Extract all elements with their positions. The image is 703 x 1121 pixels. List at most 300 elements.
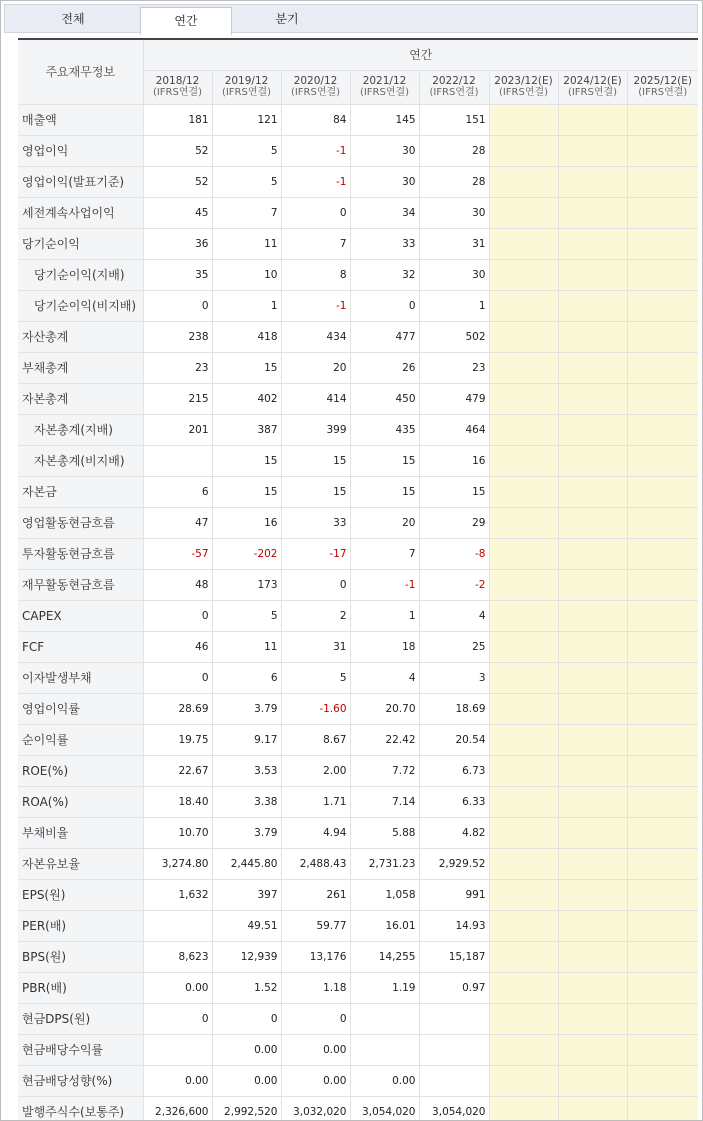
row-label[interactable]: PER(배) <box>18 910 143 941</box>
table-cell: 0.00 <box>212 1034 281 1065</box>
table-cell <box>627 538 698 569</box>
table-cell: 151 <box>419 104 489 135</box>
column-period: 2018/12 <box>155 75 200 87</box>
table-cell: 7 <box>212 197 281 228</box>
table-cell <box>627 352 698 383</box>
table-cell <box>558 135 627 166</box>
table-cell: 14.93 <box>419 910 489 941</box>
table-cell <box>489 569 558 600</box>
table-row <box>18 569 698 600</box>
table-cell: 30 <box>419 259 489 290</box>
table-cell: 0 <box>281 197 350 228</box>
table-cell: 30 <box>350 166 419 197</box>
table-cell: 30 <box>350 135 419 166</box>
row-label[interactable]: 영업활동현금흐름 <box>18 507 143 538</box>
table-cell: 450 <box>350 383 419 414</box>
table-cell: 18.69 <box>419 693 489 724</box>
table-cell: 3 <box>419 662 489 693</box>
row-header-title: 주요재무정보 <box>18 39 143 104</box>
table-cell <box>489 817 558 848</box>
table-cell: 20.70 <box>350 693 419 724</box>
table-cell: 145 <box>350 104 419 135</box>
column-period: 2025/12(E) <box>633 75 692 87</box>
table-cell <box>627 569 698 600</box>
column-header <box>419 70 489 104</box>
table-cell <box>489 414 558 445</box>
row-label[interactable]: 자본총계(비지배) <box>18 445 143 476</box>
table-row <box>18 724 698 755</box>
table-cell: 35 <box>143 259 212 290</box>
table-row <box>18 1065 698 1096</box>
table-cell: 29 <box>419 507 489 538</box>
table-cell <box>558 1003 627 1034</box>
table-row <box>18 848 698 879</box>
column-header <box>212 70 281 104</box>
table-cell: 173 <box>212 569 281 600</box>
tab-annual[interactable]: 연간 <box>140 7 232 35</box>
table-cell: 9.17 <box>212 724 281 755</box>
table-cell <box>489 1003 558 1034</box>
table-cell <box>489 538 558 569</box>
table-cell: 121 <box>212 104 281 135</box>
table-cell <box>489 786 558 817</box>
table-cell <box>627 1065 698 1096</box>
table-cell: -57 <box>143 538 212 569</box>
table-row <box>18 507 698 538</box>
table-cell: 7 <box>350 538 419 569</box>
table-cell <box>143 1034 212 1065</box>
table-cell <box>350 1003 419 1034</box>
table-cell <box>558 476 627 507</box>
table-row <box>18 1034 698 1065</box>
table-cell: 1.71 <box>281 786 350 817</box>
table-cell: 8.67 <box>281 724 350 755</box>
table-cell: 238 <box>143 321 212 352</box>
table-cell <box>627 383 698 414</box>
table-cell: 1,632 <box>143 879 212 910</box>
table-cell <box>489 1065 558 1096</box>
table-cell: 3.79 <box>212 693 281 724</box>
row-label[interactable]: 투자활동현금흐름 <box>18 538 143 569</box>
table-cell: 479 <box>419 383 489 414</box>
table-cell: 34 <box>350 197 419 228</box>
financial-table <box>18 38 698 1121</box>
table-cell: 2,445.80 <box>212 848 281 879</box>
table-cell: 215 <box>143 383 212 414</box>
table-row <box>18 1096 698 1121</box>
table-row <box>18 538 698 569</box>
table-cell <box>558 290 627 321</box>
table-row <box>18 445 698 476</box>
table-cell: 46 <box>143 631 212 662</box>
table-cell: 19.75 <box>143 724 212 755</box>
table-cell <box>558 910 627 941</box>
table-row <box>18 290 698 321</box>
column-header <box>627 70 698 104</box>
table-cell <box>558 321 627 352</box>
table-cell: 0 <box>143 1003 212 1034</box>
table-cell: 2,326,600 <box>143 1096 212 1121</box>
table-cell: 36 <box>143 228 212 259</box>
table-cell: 201 <box>143 414 212 445</box>
table-cell: 52 <box>143 166 212 197</box>
table-cell: 15 <box>419 476 489 507</box>
table-cell <box>558 259 627 290</box>
table-cell <box>627 600 698 631</box>
row-label[interactable]: 부채총계 <box>18 352 143 383</box>
table-cell <box>627 507 698 538</box>
table-row <box>18 817 698 848</box>
table-cell: 0.00 <box>143 972 212 1003</box>
table-cell: 1.52 <box>212 972 281 1003</box>
table-row <box>18 414 698 445</box>
table-row <box>18 972 698 1003</box>
table-cell <box>558 352 627 383</box>
table-row <box>18 631 698 662</box>
table-cell: 11 <box>212 228 281 259</box>
table-cell <box>627 972 698 1003</box>
table-cell: -1 <box>281 290 350 321</box>
table-cell <box>489 755 558 786</box>
table-cell <box>350 1034 419 1065</box>
table-cell: -17 <box>281 538 350 569</box>
table-cell <box>558 879 627 910</box>
column-basis: (IFRS연결) <box>221 87 272 98</box>
table-row <box>18 693 698 724</box>
row-label[interactable]: 자산총계 <box>18 321 143 352</box>
table-cell <box>558 383 627 414</box>
table-cell <box>627 1003 698 1034</box>
table-cell: 414 <box>281 383 350 414</box>
table-cell: -202 <box>212 538 281 569</box>
row-label[interactable]: 자본금 <box>18 476 143 507</box>
table-cell: 502 <box>419 321 489 352</box>
row-label[interactable]: 영업이익 <box>18 135 143 166</box>
table-cell: 10.70 <box>143 817 212 848</box>
table-cell: 7 <box>281 228 350 259</box>
row-label[interactable]: 현금DPS(원) <box>18 1003 143 1034</box>
column-basis: (IFRS연결) <box>567 87 618 98</box>
table-cell: -1 <box>350 569 419 600</box>
table-cell: 0 <box>143 600 212 631</box>
table-cell: 1.18 <box>281 972 350 1003</box>
table-cell <box>489 724 558 755</box>
table-cell: -1 <box>281 135 350 166</box>
table-cell: 4 <box>350 662 419 693</box>
table-cell: 5.88 <box>350 817 419 848</box>
row-label[interactable]: 영업이익(발표기준) <box>18 166 143 197</box>
table-cell: 28 <box>419 166 489 197</box>
table-cell: 464 <box>419 414 489 445</box>
table-cell <box>627 228 698 259</box>
row-label[interactable]: 재무활동현금흐름 <box>18 569 143 600</box>
table-cell: 5 <box>212 135 281 166</box>
column-header <box>350 70 419 104</box>
table-cell: 18.40 <box>143 786 212 817</box>
table-cell: 0 <box>350 290 419 321</box>
table-cell: 16.01 <box>350 910 419 941</box>
table-cell: 6.33 <box>419 786 489 817</box>
table-cell: 33 <box>350 228 419 259</box>
table-cell: 0.00 <box>281 1034 350 1065</box>
table-cell: 15 <box>212 352 281 383</box>
table-row <box>18 476 698 507</box>
table-row <box>18 104 698 135</box>
table-cell: 3,274.80 <box>143 848 212 879</box>
tab-quarterly[interactable]: 분기 <box>275 12 299 26</box>
table-cell: 435 <box>350 414 419 445</box>
row-label[interactable]: 세전계속사업이익 <box>18 197 143 228</box>
table-cell: 32 <box>350 259 419 290</box>
table-cell: -1 <box>281 166 350 197</box>
table-cell: 52 <box>143 135 212 166</box>
table-cell: 84 <box>281 104 350 135</box>
table-cell <box>558 538 627 569</box>
table-cell <box>489 879 558 910</box>
table-row <box>18 1003 698 1034</box>
table-cell <box>489 321 558 352</box>
table-cell: 12,939 <box>212 941 281 972</box>
table-cell <box>627 662 698 693</box>
column-basis: (IFRS연결) <box>290 87 341 98</box>
table-cell: 7.14 <box>350 786 419 817</box>
table-cell <box>489 507 558 538</box>
table-cell: 4.94 <box>281 817 350 848</box>
row-label[interactable]: 현금배당수익률 <box>18 1034 143 1065</box>
column-header <box>558 70 627 104</box>
table-cell: 5 <box>212 166 281 197</box>
row-label[interactable]: 이자발생부채 <box>18 662 143 693</box>
row-label[interactable]: 현금배당성향(%) <box>18 1065 143 1096</box>
row-label[interactable]: BPS(원) <box>18 941 143 972</box>
table-cell <box>627 786 698 817</box>
row-label[interactable]: PBR(배) <box>18 972 143 1003</box>
column-header <box>143 70 212 104</box>
column-header <box>281 70 350 104</box>
table-cell: 0.00 <box>350 1065 419 1096</box>
table-cell: 23 <box>419 352 489 383</box>
table-cell: 2,488.43 <box>281 848 350 879</box>
table-cell: 181 <box>143 104 212 135</box>
table-cell: -2 <box>419 569 489 600</box>
table-cell <box>627 724 698 755</box>
row-label[interactable]: FCF <box>18 631 143 662</box>
table-cell: 15,187 <box>419 941 489 972</box>
row-label[interactable]: 영업이익률 <box>18 693 143 724</box>
row-label[interactable]: 당기순이익(비지배) <box>18 290 143 321</box>
table-cell: 15 <box>350 445 419 476</box>
table-cell: 49.51 <box>212 910 281 941</box>
table-cell <box>489 197 558 228</box>
table-cell: 2,731.23 <box>350 848 419 879</box>
table-cell <box>558 569 627 600</box>
table-cell: 0 <box>281 569 350 600</box>
table-row <box>18 755 698 786</box>
table-cell <box>558 817 627 848</box>
table-cell: 7.72 <box>350 755 419 786</box>
table-cell: 399 <box>281 414 350 445</box>
table-cell: 2,929.52 <box>419 848 489 879</box>
table-cell <box>627 445 698 476</box>
row-label[interactable]: 자본총계 <box>18 383 143 414</box>
table-cell <box>489 104 558 135</box>
table-cell <box>489 383 558 414</box>
table-row <box>18 259 698 290</box>
column-period: 2023/12(E) <box>494 75 553 87</box>
table-cell <box>489 290 558 321</box>
table-cell: 18 <box>350 631 419 662</box>
table-cell <box>419 1065 489 1096</box>
table-cell <box>558 197 627 228</box>
tab-all[interactable]: 전체 <box>61 12 85 26</box>
row-label[interactable]: 자본유보율 <box>18 848 143 879</box>
table-cell: 1 <box>350 600 419 631</box>
table-cell: 0.97 <box>419 972 489 1003</box>
row-label[interactable]: ROE(%) <box>18 755 143 786</box>
table-cell <box>627 879 698 910</box>
column-period: 2024/12(E) <box>563 75 622 87</box>
table-cell: 2.00 <box>281 755 350 786</box>
table-cell: 20 <box>281 352 350 383</box>
row-label[interactable]: 순이익률 <box>18 724 143 755</box>
table-cell <box>489 166 558 197</box>
row-label[interactable]: EPS(원) <box>18 879 143 910</box>
table-cell: 434 <box>281 321 350 352</box>
table-cell <box>419 1034 489 1065</box>
table-cell: 23 <box>143 352 212 383</box>
table-cell: 5 <box>212 600 281 631</box>
table-row <box>18 197 698 228</box>
table-cell <box>489 941 558 972</box>
table-cell: 2 <box>281 600 350 631</box>
table-cell: 5 <box>281 662 350 693</box>
table-cell: 15 <box>212 445 281 476</box>
table-cell: 3.79 <box>212 817 281 848</box>
table-cell <box>627 290 698 321</box>
table-row <box>18 135 698 166</box>
table-cell <box>558 724 627 755</box>
row-label[interactable]: 부채비율 <box>18 817 143 848</box>
table-row <box>18 166 698 197</box>
table-cell: 1.19 <box>350 972 419 1003</box>
table-cell: 402 <box>212 383 281 414</box>
table-cell: 13,176 <box>281 941 350 972</box>
table-cell: 261 <box>281 879 350 910</box>
table-cell: 4.82 <box>419 817 489 848</box>
table-cell: 0 <box>212 1003 281 1034</box>
table-cell <box>627 166 698 197</box>
table-row <box>18 600 698 631</box>
group-header: 연간 <box>143 39 698 70</box>
table-cell <box>489 693 558 724</box>
table-cell <box>627 476 698 507</box>
table-row <box>18 879 698 910</box>
table-cell: 28 <box>419 135 489 166</box>
table-cell: 20.54 <box>419 724 489 755</box>
row-label[interactable]: ROA(%) <box>18 786 143 817</box>
table-cell <box>489 910 558 941</box>
table-cell: 418 <box>212 321 281 352</box>
table-cell: 11 <box>212 631 281 662</box>
table-cell <box>489 662 558 693</box>
table-cell <box>489 848 558 879</box>
table-cell <box>558 600 627 631</box>
table-cell <box>489 135 558 166</box>
row-label[interactable]: 매출액 <box>18 104 143 135</box>
table-cell: 20 <box>350 507 419 538</box>
table-cell: 0.00 <box>281 1065 350 1096</box>
table-cell: 1 <box>419 290 489 321</box>
table-cell <box>627 197 698 228</box>
table-cell <box>627 1034 698 1065</box>
table-cell <box>558 104 627 135</box>
table-cell <box>558 848 627 879</box>
table-cell: 14,255 <box>350 941 419 972</box>
table-cell: 15 <box>281 445 350 476</box>
row-label[interactable]: 자본총계(지배) <box>18 414 143 445</box>
table-row <box>18 383 698 414</box>
table-row <box>18 786 698 817</box>
table-cell: 15 <box>350 476 419 507</box>
table-cell: -8 <box>419 538 489 569</box>
table-cell: 47 <box>143 507 212 538</box>
row-label[interactable]: 발행주식수(보통주) <box>18 1096 143 1121</box>
table-cell: 30 <box>419 197 489 228</box>
table-cell: 0 <box>143 662 212 693</box>
table-cell <box>143 445 212 476</box>
table-cell <box>558 755 627 786</box>
table-cell: 0 <box>281 1003 350 1034</box>
table-cell <box>489 631 558 662</box>
column-period: 2022/12 <box>432 75 476 87</box>
period-tab-bar <box>4 4 698 33</box>
table-cell <box>489 445 558 476</box>
table-cell: 3,054,020 <box>419 1096 489 1121</box>
table-cell: 26 <box>350 352 419 383</box>
column-period: 2020/12 <box>293 75 338 87</box>
table-cell <box>558 1065 627 1096</box>
row-label[interactable]: 당기순이익(지배) <box>18 259 143 290</box>
table-cell: 387 <box>212 414 281 445</box>
table-cell <box>489 259 558 290</box>
table-cell <box>558 228 627 259</box>
table-cell: 1 <box>212 290 281 321</box>
column-period: 2019/12 <box>224 75 269 87</box>
table-cell <box>558 941 627 972</box>
table-cell <box>627 135 698 166</box>
table-cell <box>558 972 627 1003</box>
table-cell: 0 <box>143 290 212 321</box>
row-label[interactable]: CAPEX <box>18 600 143 631</box>
table-row <box>18 321 698 352</box>
table-row <box>18 910 698 941</box>
table-cell: 3.53 <box>212 755 281 786</box>
table-cell <box>627 321 698 352</box>
table-cell: 3.38 <box>212 786 281 817</box>
table-cell: 10 <box>212 259 281 290</box>
table-cell: 31 <box>419 228 489 259</box>
table-cell <box>627 1096 698 1121</box>
table-cell <box>627 631 698 662</box>
table-cell <box>627 693 698 724</box>
table-cell: 3,032,020 <box>281 1096 350 1121</box>
table-cell <box>489 600 558 631</box>
table-cell <box>143 910 212 941</box>
column-basis: (IFRS연결) <box>359 87 410 98</box>
table-cell: 8 <box>281 259 350 290</box>
row-label[interactable]: 당기순이익 <box>18 228 143 259</box>
table-cell <box>558 1034 627 1065</box>
